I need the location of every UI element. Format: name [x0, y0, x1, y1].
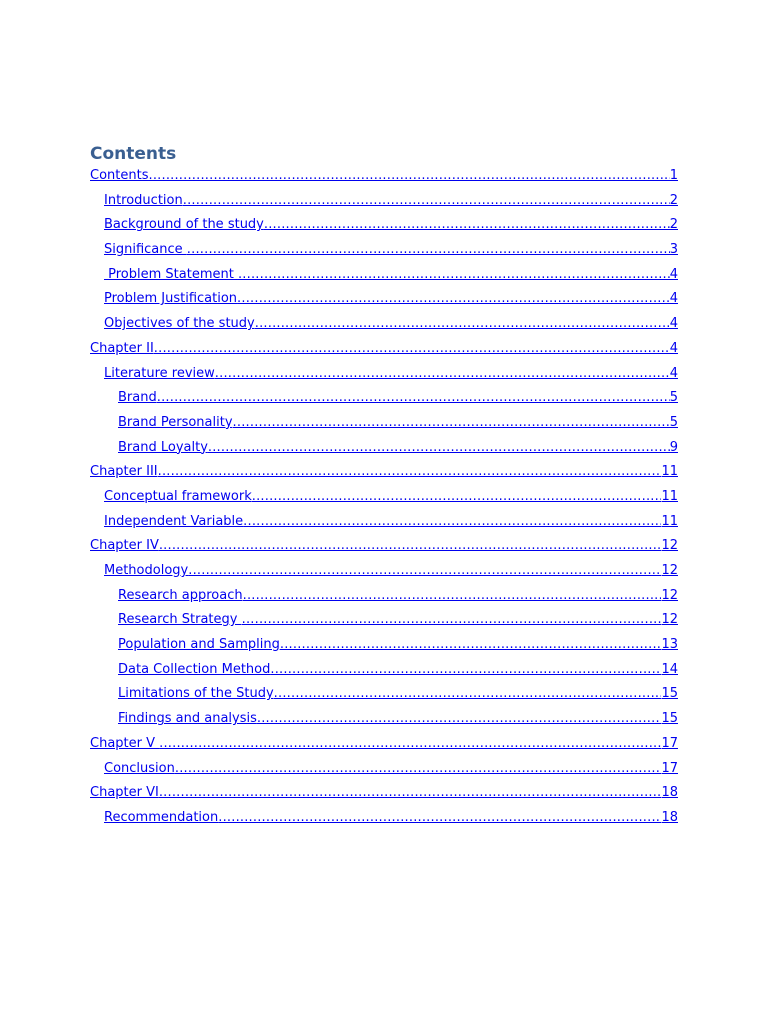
toc-dot-leader — [233, 411, 670, 436]
toc-entry-title: Chapter II — [90, 340, 154, 356]
toc-heading: Contents — [90, 144, 177, 164]
toc-entry[interactable] — [90, 781, 678, 806]
toc-entry-page-number: 9 — [669, 439, 678, 455]
toc-entry-title: Brand Loyalty — [118, 439, 208, 455]
toc-entry-page-number: 4 — [669, 291, 678, 307]
toc-entry-page-number: 12 — [661, 612, 678, 628]
toc-entry-page-number: 18 — [661, 809, 678, 825]
toc-dot-leader — [159, 781, 662, 806]
toc-entry-page-number: 5 — [669, 414, 678, 430]
toc-dot-leader — [208, 436, 670, 461]
toc-entry-page-number: 4 — [669, 316, 678, 332]
toc-dot-leader — [274, 682, 662, 707]
toc-entry[interactable] — [90, 386, 678, 411]
toc-entry[interactable] — [90, 312, 678, 337]
toc-entry-page-number: 11 — [661, 513, 678, 529]
toc-dot-leader — [188, 559, 661, 584]
toc-entry-title: Brand Personality — [118, 414, 233, 430]
toc-entry-title: Limitations of the Study — [118, 686, 274, 702]
toc-entry-title: Recommendation — [104, 809, 219, 825]
toc-dot-leader — [280, 633, 662, 658]
toc-entry[interactable] — [90, 436, 678, 461]
toc-entry-page-number: 12 — [661, 587, 678, 603]
toc-entry-page-number: 11 — [661, 464, 678, 480]
toc-entry-page-number: 18 — [661, 785, 678, 801]
toc-entry[interactable] — [90, 732, 678, 757]
toc-entry-page-number: 15 — [661, 711, 678, 727]
toc-entry-title: Methodology — [104, 563, 189, 578]
toc-dot-leader — [158, 460, 662, 485]
toc-entry-title: Brand — [118, 390, 157, 406]
toc-entry-title: Background of the study — [104, 217, 264, 233]
toc-dot-leader — [242, 608, 662, 633]
toc-entry[interactable] — [90, 608, 678, 633]
toc-entry-title: Findings and analysis — [118, 711, 257, 727]
toc-entry-title: Chapter V — [90, 735, 160, 751]
toc-entry-title: Data Collection Method — [118, 661, 271, 677]
toc-entry[interactable] — [90, 534, 678, 559]
toc-dot-leader — [252, 485, 662, 510]
toc-entry[interactable] — [90, 238, 678, 263]
toc-entry[interactable] — [90, 559, 678, 584]
toc-dot-leader — [154, 337, 670, 362]
toc-dot-leader — [238, 263, 670, 288]
toc-entry-title: Independent Variable — [104, 513, 244, 529]
toc-dot-leader — [187, 238, 670, 263]
toc-entry-page-number: 12 — [661, 538, 678, 554]
toc-dot-leader — [243, 584, 662, 609]
toc-dot-leader — [159, 732, 661, 757]
toc-entry[interactable] — [90, 806, 678, 831]
toc-dot-leader — [237, 287, 670, 312]
toc-dot-leader — [183, 189, 670, 214]
toc-entry-title: Population and Sampling — [118, 637, 280, 653]
toc-entry-title: Introduction — [104, 192, 183, 208]
toc-dot-leader — [270, 658, 661, 683]
toc-dot-leader — [175, 757, 662, 782]
toc-entry-page-number: 4 — [669, 365, 678, 381]
toc-entry-page-number: 3 — [669, 242, 678, 258]
toc-entry-page-number: 13 — [661, 637, 678, 653]
toc-entry-page-number: 2 — [669, 192, 678, 208]
toc-entry-page-number: 5 — [669, 390, 678, 406]
toc-dot-leader — [157, 386, 670, 411]
toc-entry-title: Problem Statement — [104, 266, 238, 282]
toc-entry-title: Conceptual framework — [104, 488, 252, 504]
toc-entry[interactable] — [90, 510, 678, 535]
toc-entry[interactable] — [90, 633, 678, 658]
toc-entry[interactable] — [90, 337, 678, 362]
toc-dot-leader — [148, 164, 669, 189]
toc-entry[interactable] — [90, 682, 678, 707]
toc-entry[interactable] — [90, 411, 678, 436]
toc-entry-page-number: 15 — [661, 686, 678, 702]
toc-entry[interactable] — [90, 584, 678, 609]
toc-entry-title: Research Strategy — [118, 612, 242, 628]
toc-dot-leader — [264, 213, 670, 238]
toc-entry[interactable] — [90, 287, 678, 312]
toc-entry[interactable] — [90, 362, 678, 387]
toc-entry[interactable] — [90, 707, 678, 732]
toc-dot-leader — [218, 806, 661, 831]
toc-entry-title: Significance — [104, 242, 187, 258]
toc-entry[interactable] — [90, 757, 678, 782]
toc-entry[interactable] — [90, 189, 678, 214]
table-of-contents — [90, 164, 678, 831]
toc-entry-title: Literature review — [104, 365, 215, 381]
toc-entry[interactable] — [90, 460, 678, 485]
toc-entry-title: Chapter III — [90, 464, 158, 480]
toc-entry[interactable] — [90, 658, 678, 683]
toc-entry-title: Objectives of the study — [104, 316, 255, 332]
toc-dot-leader — [257, 707, 662, 732]
toc-entry-title: Research approach — [118, 587, 243, 603]
toc-dot-leader — [215, 362, 670, 387]
toc-entry-page-number: 12 — [661, 563, 678, 578]
toc-entry-page-number: 4 — [669, 266, 678, 282]
toc-entry-page-number: 4 — [669, 340, 678, 356]
toc-dot-leader — [255, 312, 670, 337]
toc-entry-page-number: 1 — [669, 168, 678, 183]
toc-entry-title: Chapter IV — [90, 538, 159, 554]
toc-entry-title: Problem Justification — [104, 291, 238, 307]
toc-entry[interactable] — [90, 213, 678, 238]
toc-entry-title: Conclusion — [104, 760, 175, 776]
toc-entry[interactable] — [90, 164, 678, 189]
toc-entry-page-number: 17 — [661, 760, 678, 776]
toc-entry-title: Contents — [90, 168, 149, 183]
toc-dot-leader — [243, 510, 661, 535]
toc-dot-leader — [159, 534, 662, 559]
toc-entry-title: Chapter VI — [90, 785, 159, 801]
toc-entry[interactable] — [90, 485, 678, 510]
toc-entry[interactable] — [90, 263, 678, 288]
toc-entry-page-number: 11 — [661, 488, 678, 504]
toc-entry-page-number: 14 — [661, 661, 678, 677]
toc-entry-page-number: 17 — [661, 735, 678, 751]
toc-entry-page-number: 2 — [669, 217, 678, 233]
